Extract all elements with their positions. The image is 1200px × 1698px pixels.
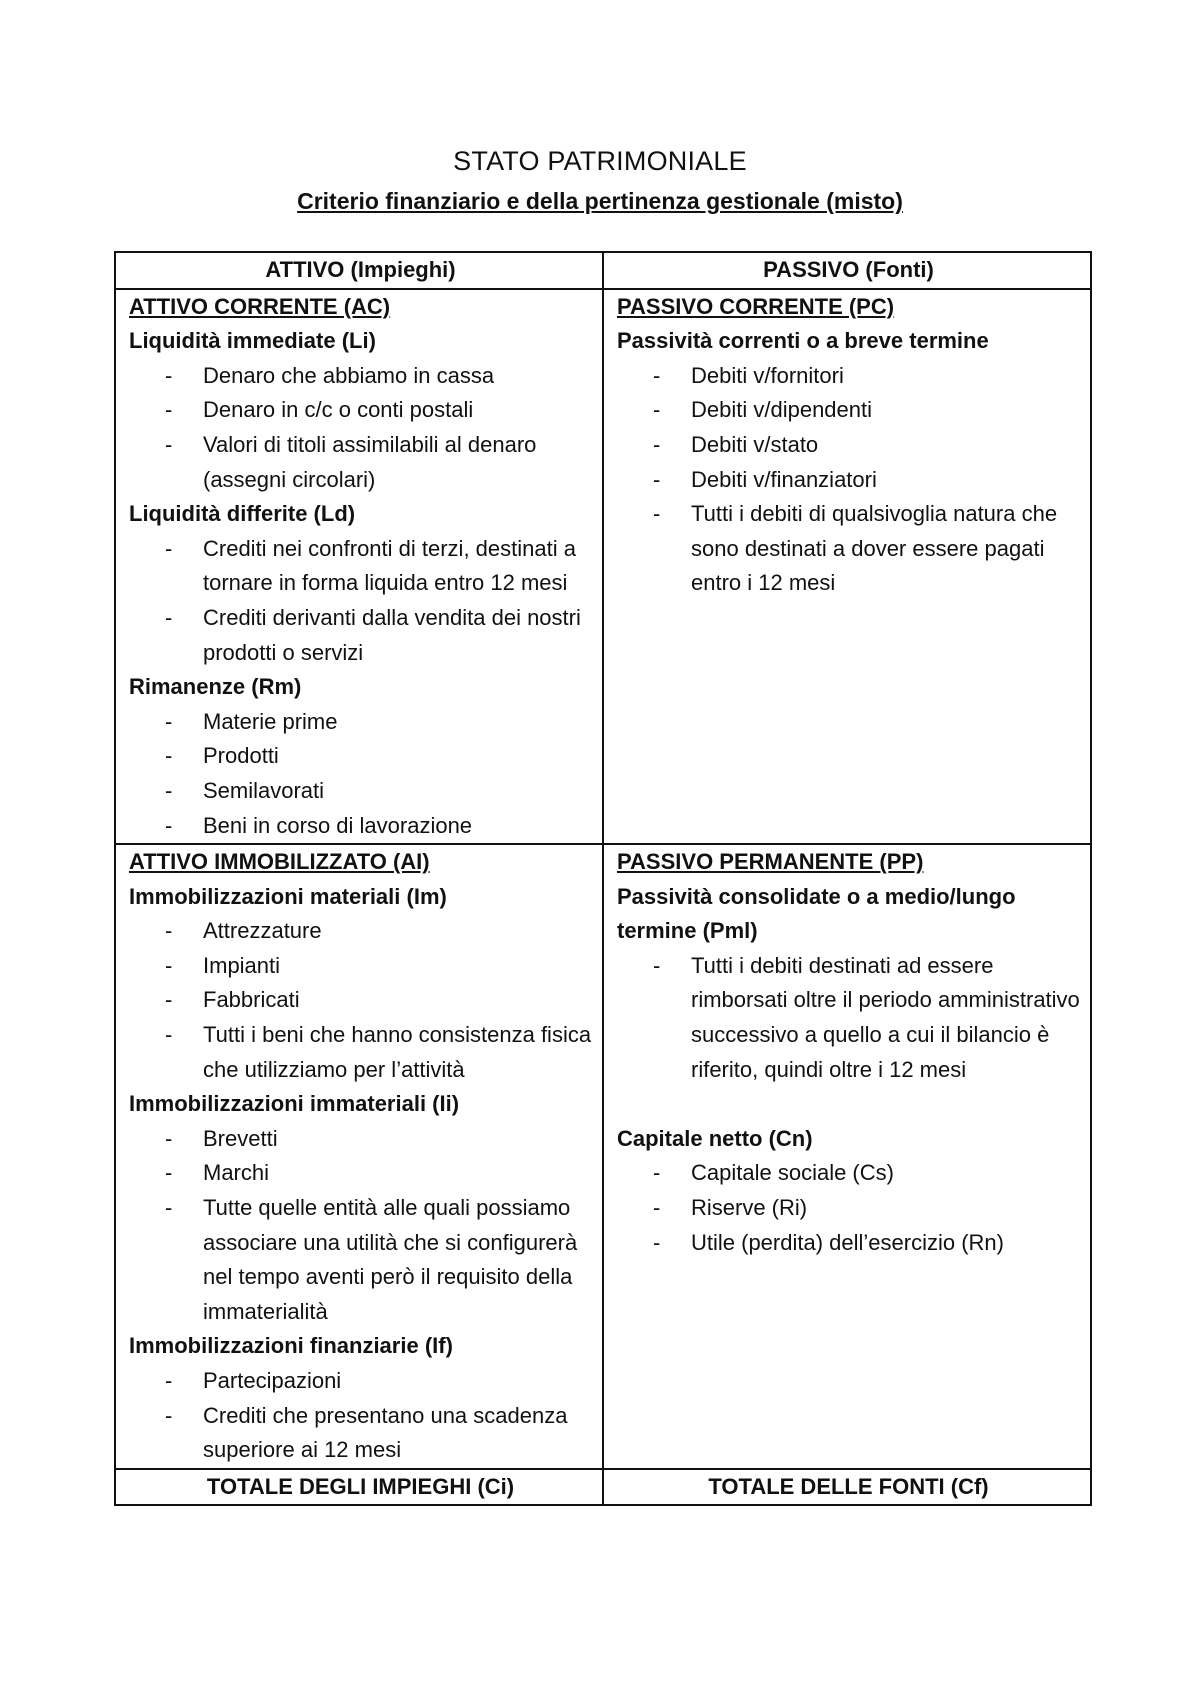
list-item: - Tutti i debiti destinati ad essere rimborsati oltre il periodo amministrativo successivo a quello a cui il bilancio è riferito, quindi oltre i 12 mesi: [691, 949, 1080, 1087]
list-item: - Prodotti: [203, 739, 592, 774]
list-item: - Denaro in c/c o conti postali: [203, 393, 592, 428]
list-item: - Riserve (Ri): [691, 1191, 1080, 1226]
list-item: - Fabbricati: [203, 983, 592, 1018]
list-item: - Beni in corso di lavorazione: [203, 809, 592, 844]
item-list-passivita-consolidate: [617, 949, 1080, 1087]
group-label-immobilizzazioni-finanziarie: Immobilizzazioni finanziarie (If): [129, 1333, 453, 1359]
list-item: - Tutti i beni che hanno consistenza fisica che utilizziamo per l’attività: [203, 1018, 592, 1087]
table-totals-row: [115, 1469, 1091, 1506]
section-title-attivo-immobilizzato: ATTIVO IMMOBILIZZATO (AI): [129, 849, 430, 875]
list-item: - Denaro che abbiamo in cassa: [203, 359, 592, 394]
balance-sheet-table: [114, 251, 1092, 1506]
item-list-liquidita-differite: [129, 532, 592, 670]
group-label-liquidita-differite: Liquidità differite (Ld): [129, 501, 356, 527]
list-item: - Semilavorati: [203, 774, 592, 809]
list-item: - Valori di titoli assimilabili al denaro (assegni circolari): [203, 428, 592, 497]
cell-passivo-corrente: [603, 289, 1091, 845]
total-fonti: TOTALE DELLE FONTI (Cf): [603, 1469, 1091, 1506]
group-label-passivita-consolidate: Passività consolidate o a medio/lungo termine (Pml): [617, 883, 1016, 944]
item-list-liquidita-immediate: [129, 359, 592, 497]
group-label-capitale-netto: Capitale netto (Cn): [617, 1125, 813, 1151]
list-item: - Debiti v/stato: [691, 428, 1080, 463]
header-attivo: ATTIVO (Impieghi): [115, 252, 603, 289]
group-label-passivita-correnti: Passività correnti o a breve termine: [617, 328, 989, 354]
list-item: - Marchi: [203, 1156, 592, 1191]
list-item: - Debiti v/dipendenti: [691, 393, 1080, 428]
table-row-corrente: [115, 289, 1091, 845]
table-header-row: [115, 252, 1091, 289]
list-item: - Materie prime: [203, 705, 592, 740]
cell-passivo-permanente: [603, 844, 1091, 1469]
spacer: [617, 1087, 1080, 1122]
document-title: STATO PATRIMONIALE: [453, 146, 747, 176]
section-title-passivo-corrente: PASSIVO CORRENTE (PC): [617, 293, 895, 319]
item-list-passivita-correnti: [617, 359, 1080, 601]
list-item: - Capitale sociale (Cs): [691, 1156, 1080, 1191]
list-item: - Crediti nei confronti di terzi, destinati a tornare in forma liquida entro 12 mesi: [203, 532, 592, 601]
section-title-attivo-corrente: ATTIVO CORRENTE (AC): [129, 293, 391, 319]
item-list-immobilizzazioni-materiali: [129, 914, 592, 1087]
list-item: - Tutti i debiti di qualsivoglia natura che sono destinati a dover essere pagati entro i 12 mesi: [691, 497, 1080, 601]
list-item: - Debiti v/finanziatori: [691, 463, 1080, 498]
list-item: - Utile (perdita) dell’esercizio (Rn): [691, 1226, 1080, 1261]
group-label-liquidita-immediate: Liquidità immediate (Li): [129, 328, 376, 354]
group-label-immobilizzazioni-materiali: Immobilizzazioni materiali (Im): [129, 883, 447, 909]
list-item: - Crediti che presentano una scadenza superiore ai 12 mesi: [203, 1399, 592, 1468]
item-list-immobilizzazioni-finanziarie: [129, 1364, 592, 1468]
list-item: - Partecipazioni: [203, 1364, 592, 1399]
table-row-immobilizzato: [115, 844, 1091, 1469]
list-item: - Tutte quelle entità alle quali possiamo associare una utilità che si configurerà nel tempo aventi però il requisito della immaterialità: [203, 1191, 592, 1329]
total-impieghi: TOTALE DEGLI IMPIEGHI (Ci): [115, 1469, 603, 1506]
list-item: - Impianti: [203, 949, 592, 984]
section-title-passivo-permanente: PASSIVO PERMANENTE (PP): [617, 849, 924, 875]
cell-attivo-immobilizzato: [115, 844, 603, 1469]
item-list-immobilizzazioni-immateriali: [129, 1122, 592, 1330]
header-passivo: PASSIVO (Fonti): [603, 252, 1091, 289]
group-label-rimanenze: Rimanenze (Rm): [129, 674, 302, 700]
cell-attivo-corrente: [115, 289, 603, 845]
list-item: - Attrezzature: [203, 914, 592, 949]
item-list-rimanenze: [129, 705, 592, 843]
list-item: - Debiti v/fornitori: [691, 359, 1080, 394]
list-item: - Crediti derivanti dalla vendita dei nostri prodotti o servizi: [203, 601, 592, 670]
item-list-capitale-netto: [617, 1156, 1080, 1260]
list-item: - Brevetti: [203, 1122, 592, 1157]
document-subtitle: Criterio finanziario e della pertinenza gestionale (misto): [297, 188, 903, 214]
group-label-immobilizzazioni-immateriali: Immobilizzazioni immateriali (Ii): [129, 1091, 460, 1117]
